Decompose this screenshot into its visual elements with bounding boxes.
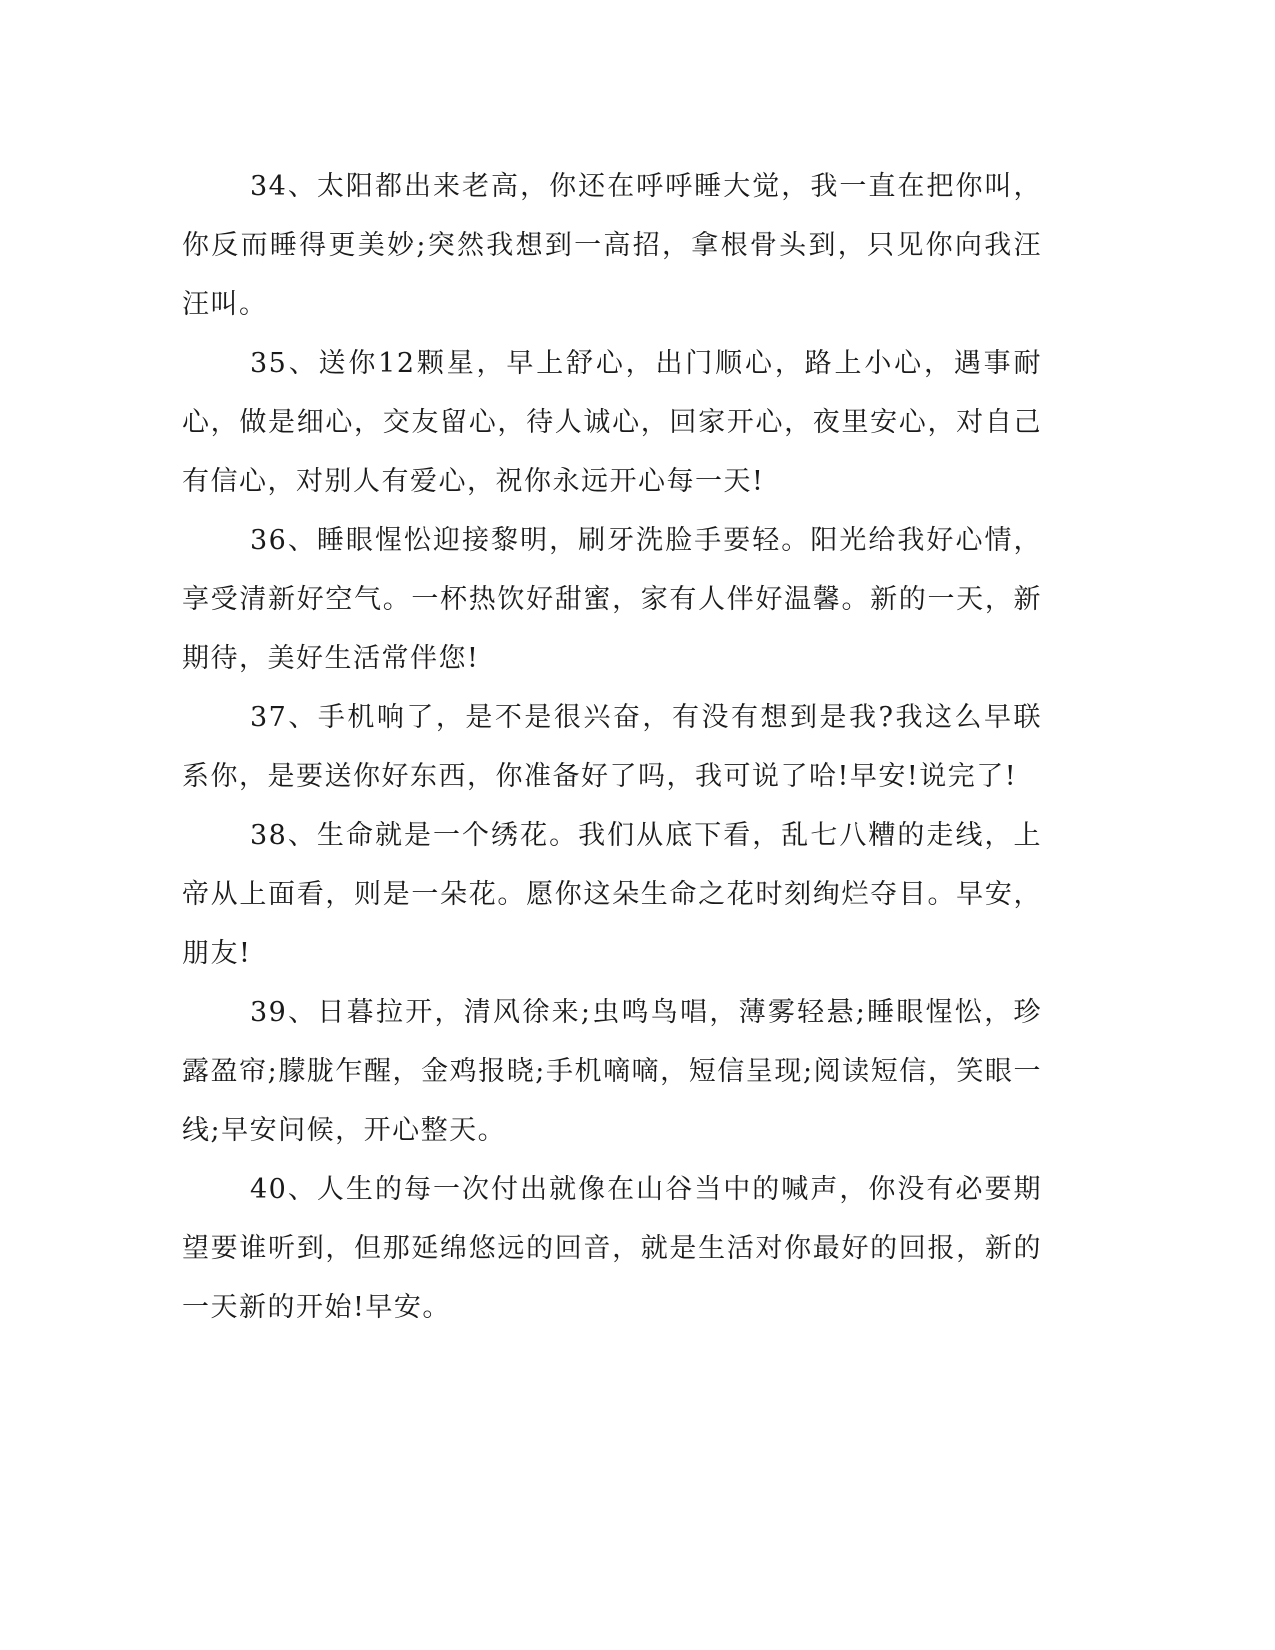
paragraph-38: 38、生命就是一个绣花。我们从底下看，乱七八糟的走线，上帝从上面看，则是一朵花。愿你这朵生命之花时刻绚烂夺目。早安，朋友! [182,820,1042,969]
document-body [182,157,1042,1337]
paragraph-34: 34、太阳都出来老高，你还在呼呼睡大觉，我一直在把你叫，你反而睡得更美妙;突然我想到一高招，拿根骨头到，只见你向我汪汪叫。 [182,171,1042,320]
paragraph-40: 40、人生的每一次付出就像在山谷当中的喊声，你没有必要期望要谁听到，但那延绵悠远的回音，就是生活对你最好的回报，新的一天新的开始!早安。 [182,1174,1042,1323]
paragraph-36: 36、睡眼惺忪迎接黎明，刷牙洗脸手要轻。阳光给我好心情，享受清新好空气。一杯热饮好甜蜜，家有人伴好温馨。新的一天，新期待，美好生活常伴您! [182,525,1042,674]
paragraph-39: 39、日暮拉开，清风徐来;虫鸣鸟唱，薄雾轻悬;睡眼惺忪，珍露盈帘;朦胧乍醒，金鸡报晓;手机嘀嘀，短信呈现;阅读短信，笑眼一线;早安问候，开心整天。 [182,997,1042,1146]
paragraph-35: 35、送你12颗星，早上舒心，出门顺心，路上小心，遇事耐心，做是细心，交友留心，待人诚心，回家开心，夜里安心，对自己有信心，对别人有爱心，祝你永远开心每一天! [182,348,1042,497]
paragraph-37: 37、手机响了，是不是很兴奋，有没有想到是我?我这么早联系你，是要送你好东西，你准备好了吗，我可说了哈!早安!说完了! [182,702,1042,792]
